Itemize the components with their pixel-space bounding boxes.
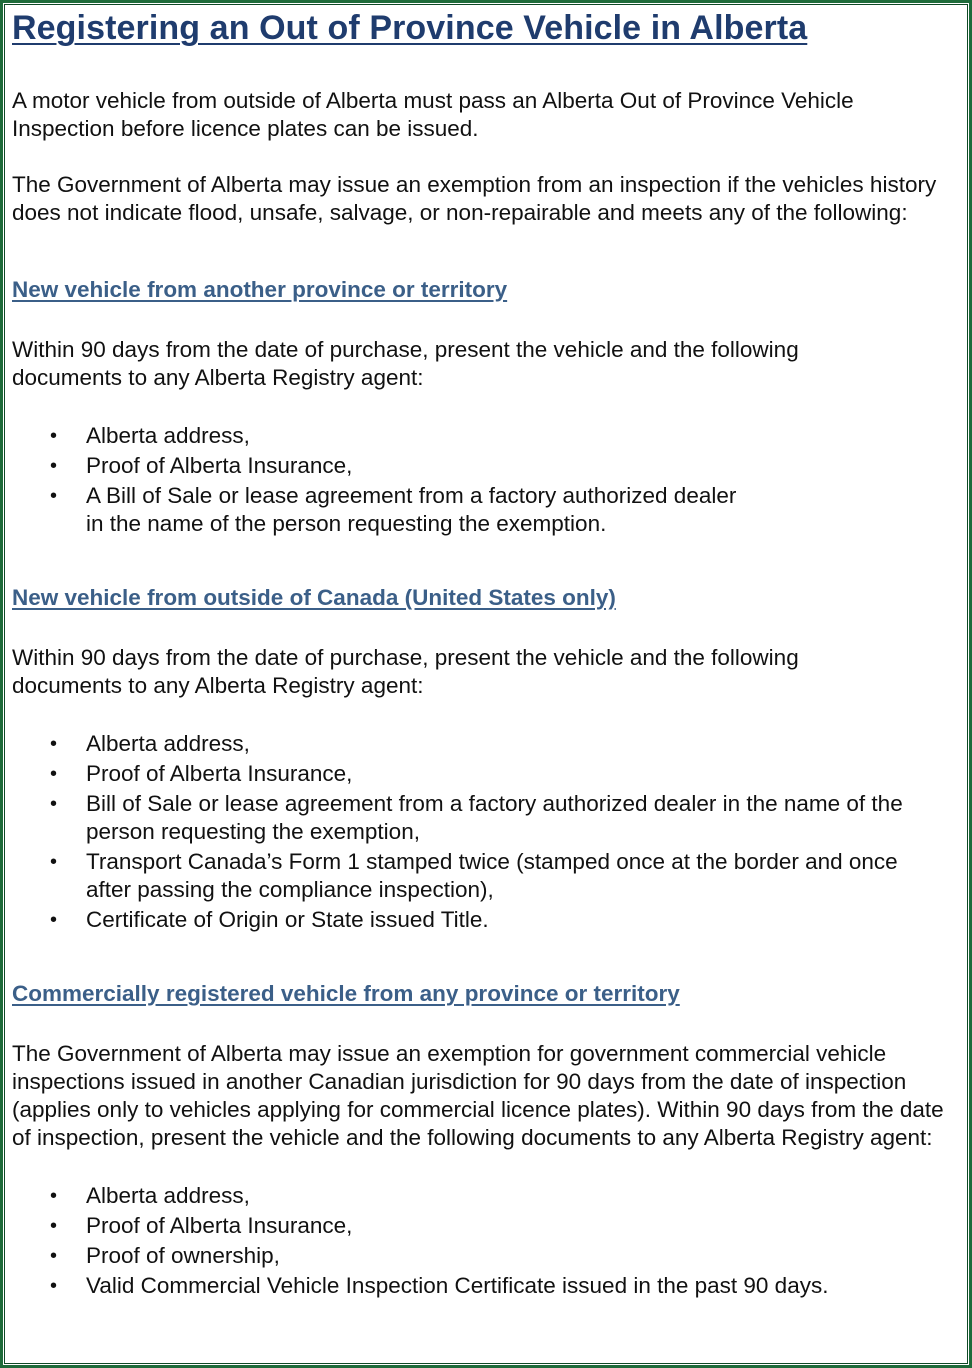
list-item: • Alberta address, xyxy=(50,423,250,448)
bullet-icon: • xyxy=(50,1275,58,1297)
bullet-icon: • xyxy=(50,1215,58,1237)
bullet-icon: • xyxy=(50,485,58,507)
list-item: • Bill of Sale or lease agreement from a factory authorized dealer in the name of the person requesting the exemption, xyxy=(50,791,903,844)
section-body: Within 90 days from the date of purchase, present the vehicle and the following documents to any Alberta Registry agent: xyxy=(12,337,799,390)
document-list xyxy=(12,422,962,538)
bullet-icon: • xyxy=(50,1185,58,1207)
section-body: Within 90 days from the date of purchase, present the vehicle and the following documents to any Alberta Registry agent: xyxy=(12,645,799,698)
section-heading-another-province: New vehicle from another province or territory xyxy=(12,277,508,302)
bullet-icon: • xyxy=(50,793,58,815)
list-item: • A Bill of Sale or lease agreement from a factory authorized dealer in the name of the person requesting the exemption. xyxy=(50,483,737,536)
document-list xyxy=(12,1182,962,1300)
list-item: • Alberta address, xyxy=(50,1183,250,1208)
section-heading-commercial: Commercially registered vehicle from any province or territory xyxy=(12,981,680,1006)
section-heading-outside-canada: New vehicle from outside of Canada (United States only) xyxy=(12,585,616,610)
bullet-icon: • xyxy=(50,763,58,785)
bullet-icon: • xyxy=(50,733,58,755)
list-item: • Transport Canada’s Form 1 stamped twice (stamped once at the border and once after passing the compliance inspection), xyxy=(50,849,898,902)
bullet-icon: • xyxy=(50,909,58,931)
exemption-paragraph: The Government of Alberta may issue an exemption from an inspection if the vehicles history does not indicate flood, unsafe, salvage, or non-repairable and meets any of the following: xyxy=(12,172,937,225)
list-item: • Proof of Alberta Insurance, xyxy=(50,453,353,478)
document xyxy=(12,6,962,1302)
bullet-icon: • xyxy=(50,455,58,477)
section-body: The Government of Alberta may issue an exemption for government commercial vehicle inspections issued in another Canadian jurisdiction for 90 days from the date of inspection (applies only to vehicles applying for commercial licence plates). Within 90 days from the date of inspection, present the vehicle and the following documents to any Alberta Registry agent: xyxy=(12,1041,944,1150)
list-item: • Valid Commercial Vehicle Inspection Certificate issued in the past 90 days. xyxy=(50,1273,829,1298)
list-item: • Certificate of Origin or State issued Title. xyxy=(50,907,489,932)
bullet-icon: • xyxy=(50,851,58,873)
list-item: • Alberta address, xyxy=(50,731,250,756)
page-title: Registering an Out of Province Vehicle in Alberta xyxy=(12,9,808,47)
intro-paragraph: A motor vehicle from outside of Alberta must pass an Alberta Out of Province Vehicle Inspection before licence plates can be issued. xyxy=(12,88,854,141)
list-item: • Proof of Alberta Insurance, xyxy=(50,1213,353,1238)
list-item: • Proof of ownership, xyxy=(50,1243,280,1268)
document-list xyxy=(12,730,962,934)
list-item: • Proof of Alberta Insurance, xyxy=(50,761,353,786)
bullet-icon: • xyxy=(50,425,58,447)
bullet-icon: • xyxy=(50,1245,58,1267)
